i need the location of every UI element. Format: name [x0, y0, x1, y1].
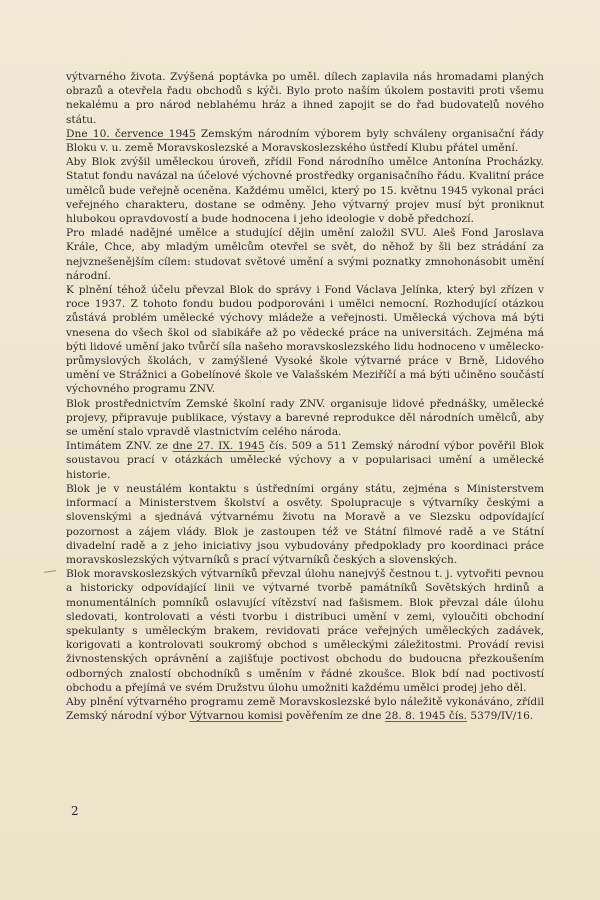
text-run: Aby plnění výtvarného programu země Moravskoslezské bylo náležitě vykonáváno, zřídil Zemský národní výbor — [66, 695, 544, 723]
body-text — [66, 70, 544, 723]
margin-mark — [44, 570, 56, 573]
paragraph — [66, 439, 544, 482]
text-run: Intimátem ZNV. ze — [66, 440, 173, 453]
text-run: Blok moravskoslezských výtvarníků převzal úlohu nanejvýš čestnou t. j. vytvořiti pevnou a historicky odpovídající linii ve výtvarné tvorbě památníků Sovětských hrdinů a monumentálních pomníků oslavující vítězství nad fašismem. Blok převzal dále úlohu sledovati, kontrolovati a vésti tvorbu i distribuci umění v zemi, vyloučiti obchodní spekulanty s uměleckým brakem, revidovati práce veřejných uměleckých zadávek, korigovati a kontrolovati soukromý obchod s uměleckými záležitostmi. Provádí revisi živnostenských oprávnění a zajišťuje poctivost obchodu do budoucna přezkoušením odborných znalostí obchodníků s uměním v řádné zkoušce. Blok bdí nad poctivostí obchodu a přejímá ve svém Družstvu úlohu umožniti každému umělci prodej jeho děl. — [66, 568, 544, 694]
paragraph — [66, 567, 544, 695]
underlined-text: Dne 10. července 1945 — [66, 127, 196, 140]
underlined-text: 28. 8. 1945 čís. — [384, 710, 468, 723]
text-run: Pro mladé nadějné umělce a studující dějin umění založil SVU. Aleš Fond Jaroslava Krále, Chce, aby mladým umělcům otevřel se svět, do něhož by šli bez strádání za nejvznešenějším cílem: studovat světové umění a svými poznatky zmnohonásobit umění národní. — [66, 227, 544, 282]
paragraph — [66, 127, 544, 155]
text-run: čís. 509 a 511 Zemský národní výbor pověřil Blok soustavou prací v otázkách umělecké výchovy a v popularisaci umění a umělecké historie. — [66, 440, 544, 481]
text-run: výtvarného života. Zvýšená poptávka po uměl. dílech zaplavila nás hromadami planých obrazů a otevřela řadu obchodů s kýči. Bylo proto naším úkolem postaviti proti všemu nekalému a pro národ neblahému hráz a ihned zapojit se do řad budovatelů nového státu. — [66, 71, 544, 126]
text-run: Blok prostřednictvím Zemské školní rady ZNV. organisuje lidové přednášky, umělecké projevy, připravuje publikace, výstavy a barevné reprodukce děl národních umělců, aby se umění stalo vpravdě vlastnictvím celého národa. — [66, 397, 544, 439]
underlined-text: Výtvarnou komisi — [189, 710, 283, 723]
paragraph — [66, 226, 544, 283]
paragraph — [66, 70, 544, 127]
paragraph — [66, 695, 544, 723]
page-number: 2 — [71, 804, 79, 818]
text-run: Blok je v neustálém kontaktu s ústředními orgány státu, zejména s Ministerstvem informací a Ministerstvem školství a osvěty. Spolupracuje s výtvarníky českými a slovenskými a sjednává výtvarnému životu na Moravě a ve Slezsku odpovídající pozornost a zájem vlády. Blok je zastoupen též ve Státní filmové radě a ve Státní divadelní radě a z jeho iniciativy jsou vybudovány předpoklady pro koordinaci práce moravskoslezských výtvarníků s prací výtvarníků českých a slovenských. — [66, 482, 544, 566]
text-run: 5379/IV/16. — [467, 710, 534, 723]
text-run: Aby Blok zvýšil uměleckou úroveň, zřídil Fond národního umělce Antonína Procházky. Statut fondu navázal na účelové výchovné prostředky organisačního řádu. Kvalitní práce umělců bude veřejně oceněna. Každému umělci, který po 15. květnu 1945 vykonal práci veřejného charakteru, dostane se odměny. Jeho výtvarný projev musí být proniknut hlubokou opravdovostí a bude hodnocena i jeho ideologie v době předchozí. — [66, 156, 544, 226]
underlined-text: dne 27. IX. 1945 — [172, 440, 265, 453]
text-run: Zemským národním výborem byly schváleny organisační řády Bloku v. u. země Moravskoslezské a Moravskoslezského ústředí Klubu přátel umění. — [66, 127, 544, 155]
text-run: K plnění téhož účelu převzal Blok do správy i Fond Václava Jelínka, který byl zřízen v roce 1937. Z tohoto fondu budou podporováni i umělci nemocní. Rozhodující otázkou zůstává problém umělecké výchovy mládeže a veřejnosti. Umělecká výchova má býti vnesena do všech škol od slabikáře až po vědecké práce na universitách. Zejména má býti lidové umění jako tvůrčí síla našeho moravskoslezského lidu hodnoceno v umělecko-průmyslových školách, v zamýšlené Vysoké škole výtvarné práce v Brně, Lidového umění ve Strážnici a Gobelínové škole ve Valašském Meziříčí a má býti učiněno součástí výchovného programu ZNV. — [66, 284, 544, 396]
text-run: pověřením ze dne — [282, 710, 385, 723]
paragraph — [66, 482, 544, 567]
paragraph — [66, 155, 544, 226]
paragraph — [66, 283, 544, 397]
paragraph — [66, 397, 544, 440]
